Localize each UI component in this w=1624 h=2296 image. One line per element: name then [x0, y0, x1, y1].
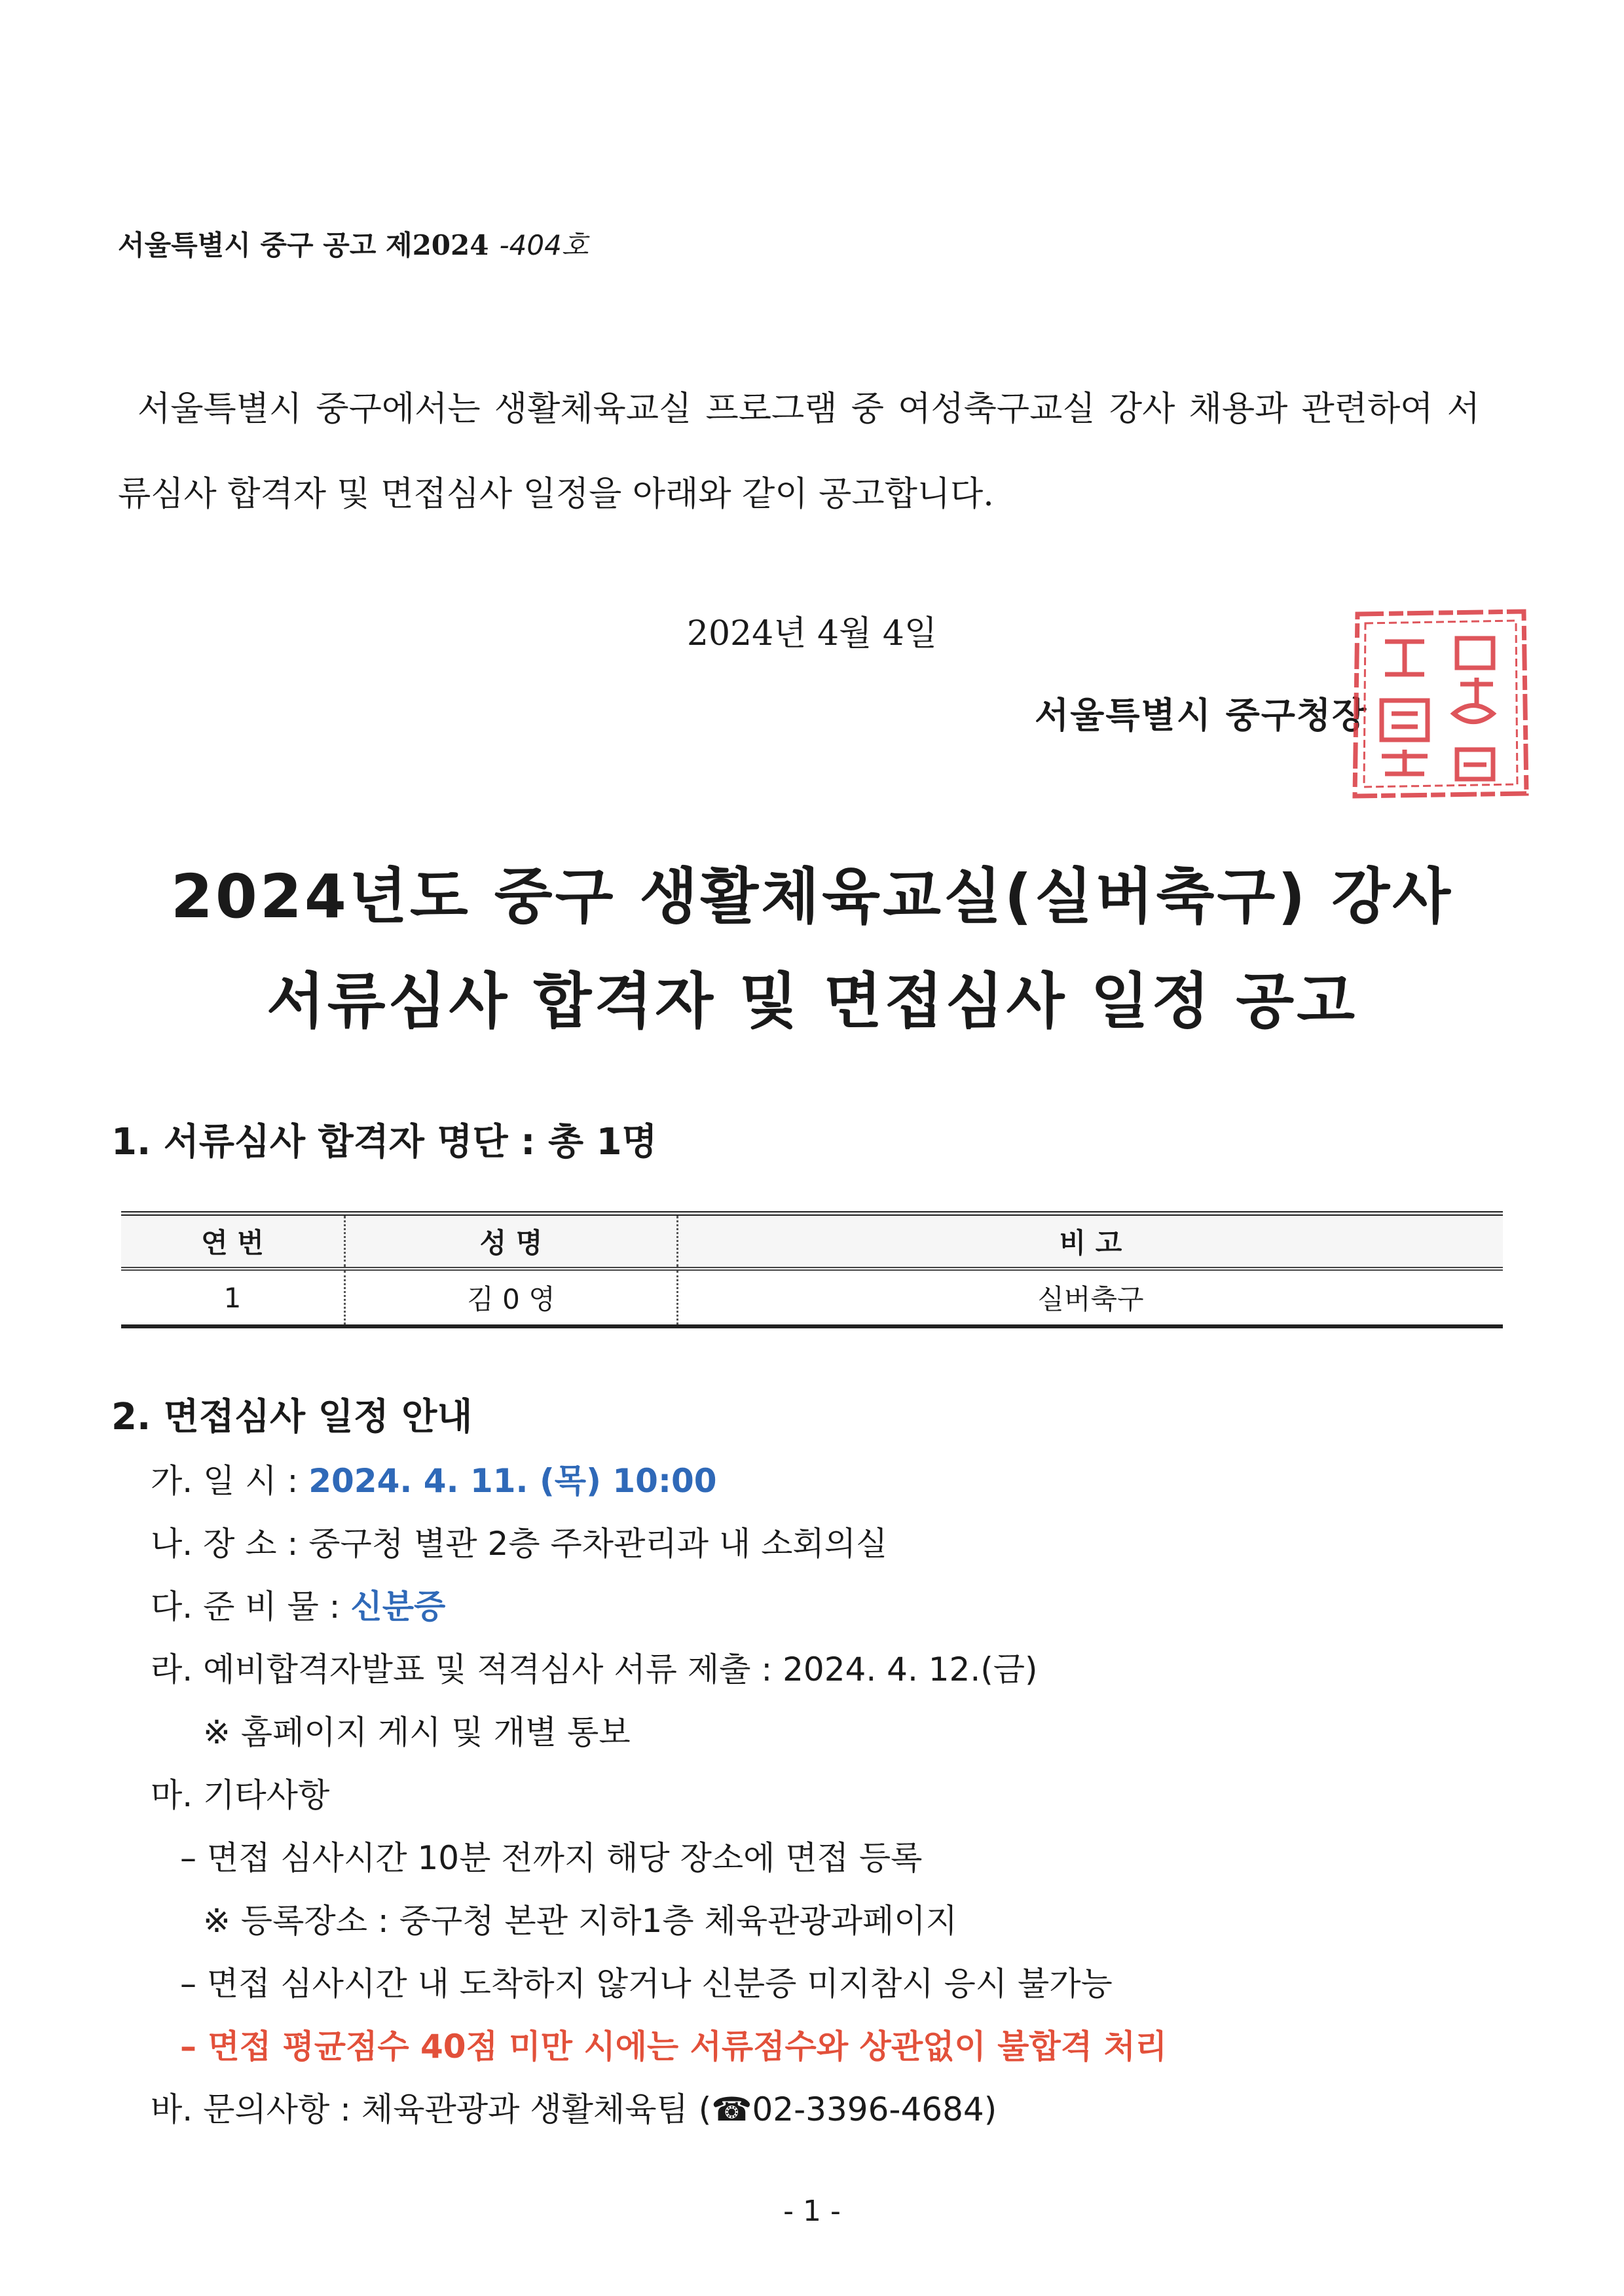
title-line-1: 2024년도 중구 생활체육교실(실버축구) 강사: [170, 862, 1454, 932]
header-name: 성 명: [345, 1214, 678, 1269]
item-other-3: – 면접 평균점수 40점 미만 시에는 서류점수와 상관없이 불합격 처리: [180, 2028, 1168, 2066]
section-2-heading: 2. 면접심사 일정 안내: [111, 1396, 473, 1438]
table-row: [121, 1269, 1503, 1326]
item-location: [151, 1518, 887, 1565]
cell-name: 김 0 영: [345, 1269, 678, 1326]
item-inquiry: 바. 문의사항 : 체육관광과 생활체육팀 (☎02-3396-4684): [151, 2090, 997, 2128]
item-date-time-value: 2024. 4. 11. (목) 10:00: [308, 1462, 717, 1500]
item-date-time: [151, 1455, 717, 1502]
cell-number: 1: [121, 1269, 345, 1326]
official-seal: [1346, 602, 1536, 805]
item-submission-note: ※ 홈페이지 게시 및 개별 통보: [203, 1713, 631, 1751]
notice-date: 2024년 4월 4일: [686, 614, 938, 653]
item-other: 마. 기타사항: [151, 1776, 330, 1814]
title-line-2: 서류심사 합격자 및 면접심사 일정 공고: [266, 966, 1358, 1036]
item-preparation: [151, 1580, 445, 1628]
header-number: 연 번: [121, 1214, 345, 1269]
page-number: - 1 -: [783, 2195, 841, 2228]
pass-list-table: [121, 1211, 1503, 1328]
item-other-1-note: ※ 등록장소 : 중구청 본관 지하1층 체육관광과페이지: [203, 1902, 957, 1940]
item-preparation-value: 신분증: [350, 1588, 446, 1626]
item-location-label: 나. 장 소 :: [151, 1525, 309, 1563]
section-1-heading: 1. 서류심사 합격자 명단 : 총 1명: [111, 1121, 657, 1163]
item-other-1: – 면접 심사시간 10분 전까지 해당 장소에 면접 등록: [180, 1839, 923, 1877]
notice-handwritten-number: -404호: [499, 229, 589, 261]
item-date-time-label: 가. 일 시 :: [151, 1462, 309, 1500]
item-preparation-label: 다. 준 비 물 :: [151, 1588, 351, 1626]
notice-number: [118, 224, 588, 263]
issuer-name: 서울특별시 중구청장: [1035, 694, 1368, 736]
intro-paragraph: [118, 367, 1480, 537]
table-header-row: [121, 1214, 1503, 1269]
notice-prefix: 서울특별시 중구 공고 제2024: [118, 229, 489, 261]
item-location-value: 중구청 별관 2층 주차관리과 내 소회의실: [308, 1525, 888, 1563]
header-remarks: 비 고: [1059, 1227, 1122, 1259]
document-title: [0, 845, 1624, 1054]
intro-text: 서울특별시 중구에서는 생활체육교실 프로그램 중 여성축구교실 강사 채용과 관련하여 서류심사 합격자 및 면접심사 일정을 아래와 같이 공고합니다.: [118, 390, 1480, 514]
item-submission: 라. 예비합격자발표 및 적격심사 서류 제출 : 2024. 4. 12.(금): [151, 1650, 1038, 1688]
item-other-2: – 면접 심사시간 내 도착하지 않거나 신분증 미지참시 응시 불가능: [180, 1965, 1113, 2003]
cell-remarks: 실버축구: [1037, 1283, 1144, 1315]
